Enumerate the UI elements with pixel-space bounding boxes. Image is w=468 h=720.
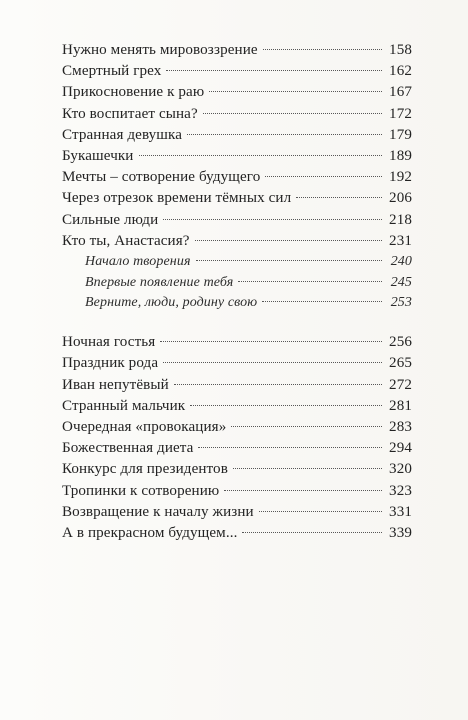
toc-entry bbox=[62, 148, 412, 169]
toc-entry-page: 158 bbox=[389, 42, 412, 58]
toc-entry-title: Странная девушка bbox=[62, 126, 183, 143]
toc-entry-title: Конкурс для президентов bbox=[62, 461, 228, 478]
toc-entry-title: Праздник рода bbox=[62, 355, 159, 372]
toc-entry bbox=[62, 169, 412, 190]
dot-leader bbox=[160, 341, 382, 342]
toc-entry bbox=[62, 377, 412, 398]
toc-subentry-title: Впервые появление тебя bbox=[85, 274, 234, 290]
toc-entry-page: 272 bbox=[389, 376, 412, 393]
toc-entry-page: 218 bbox=[389, 211, 412, 228]
toc-entry bbox=[62, 419, 412, 440]
toc-entry-page: 189 bbox=[389, 147, 412, 164]
dot-leader bbox=[166, 70, 382, 71]
dot-leader bbox=[203, 113, 382, 114]
toc-entry-title: А в прекрасном будущем... bbox=[62, 524, 238, 541]
toc-entry bbox=[62, 483, 412, 504]
toc-entry-title: Букашечки bbox=[62, 147, 134, 164]
toc-entry-title: Смертный грех bbox=[62, 63, 162, 80]
toc-subentry bbox=[62, 295, 412, 316]
toc-entry-page: 192 bbox=[389, 169, 412, 186]
toc-group-sub bbox=[62, 254, 412, 316]
toc-subentry-title: Начало творения bbox=[85, 253, 191, 269]
dot-leader bbox=[198, 447, 382, 448]
toc-entry bbox=[62, 190, 412, 211]
toc-entry-title: Через отрезок времени тёмных сил bbox=[62, 190, 292, 207]
dot-leader bbox=[259, 511, 382, 512]
dot-leader bbox=[163, 219, 382, 220]
toc-entry bbox=[62, 212, 412, 233]
toc-entry bbox=[62, 63, 412, 84]
dot-leader bbox=[296, 197, 382, 198]
toc-subentry-page: 253 bbox=[390, 295, 412, 311]
toc-entry-title: Прикосновение к раю bbox=[62, 84, 205, 101]
toc-entry-title: Возвращение к началу жизни bbox=[62, 503, 254, 520]
toc-entry bbox=[62, 127, 412, 148]
toc-entry-page: 294 bbox=[389, 440, 412, 457]
toc-entry-title: Тропинки к сотворению bbox=[62, 482, 220, 499]
toc-entry-title: Очередная «провокация» bbox=[62, 419, 227, 436]
toc-entry-title: Кто ты, Анастасия? bbox=[62, 232, 190, 249]
toc-entry-title: Иван непутёвый bbox=[62, 376, 169, 393]
toc-subentry-title: Верните, люди, родину свою bbox=[85, 295, 258, 311]
toc-group-tail bbox=[62, 334, 412, 546]
toc-entry-page: 320 bbox=[389, 461, 412, 478]
toc-entry-title: Божественная диета bbox=[62, 440, 194, 457]
dot-leader bbox=[195, 240, 382, 241]
show-through-text bbox=[251, 559, 452, 711]
toc-entry-title: Странный мальчик bbox=[62, 397, 186, 414]
toc-entry bbox=[62, 525, 412, 546]
toc-entry-title: Кто воспитает сына? bbox=[62, 105, 198, 122]
toc-subentry-page: 245 bbox=[390, 274, 412, 290]
toc-entry-title: Мечты – сотворение будущего bbox=[62, 169, 261, 186]
dot-leader bbox=[196, 260, 382, 261]
dot-leader bbox=[187, 134, 382, 135]
dot-leader bbox=[174, 384, 382, 385]
dot-leader bbox=[233, 468, 382, 469]
toc-entry bbox=[62, 355, 412, 376]
toc-subentry bbox=[62, 254, 412, 275]
toc-subentry-page: 240 bbox=[390, 253, 412, 269]
toc-entry-page: 281 bbox=[389, 397, 412, 414]
dot-leader bbox=[265, 176, 382, 177]
toc-entry-page: 323 bbox=[389, 482, 412, 499]
toc-entry-title: Сильные люди bbox=[62, 211, 159, 228]
toc-entry bbox=[62, 84, 412, 105]
toc-subentry bbox=[62, 275, 412, 296]
dot-leader bbox=[238, 281, 382, 282]
toc-entry-title: Ночная гостья bbox=[62, 334, 156, 351]
dot-leader bbox=[262, 301, 382, 302]
dot-leader bbox=[231, 426, 382, 427]
toc-entry bbox=[62, 334, 412, 355]
toc-entry-page: 339 bbox=[389, 524, 412, 541]
toc-entry-page: 265 bbox=[389, 355, 412, 372]
toc-entry bbox=[62, 233, 412, 254]
toc-entry-page: 172 bbox=[389, 105, 412, 122]
table-of-contents bbox=[62, 42, 412, 546]
toc-entry-page: 167 bbox=[389, 84, 412, 101]
toc-entry bbox=[62, 461, 412, 482]
toc-entry-page: 283 bbox=[389, 419, 412, 436]
toc-entry-page: 206 bbox=[389, 190, 412, 207]
toc-entry-page: 179 bbox=[389, 126, 412, 143]
toc-spacing bbox=[62, 316, 412, 334]
toc-entry-page: 231 bbox=[389, 232, 412, 249]
dot-leader bbox=[224, 490, 382, 491]
dot-leader bbox=[190, 405, 382, 406]
toc-entry-title: Нужно менять мировоззрение bbox=[62, 42, 258, 58]
toc-entry-page: 256 bbox=[389, 334, 412, 351]
toc-entry-page: 331 bbox=[389, 503, 412, 520]
toc-entry bbox=[62, 106, 412, 127]
dot-leader bbox=[263, 49, 382, 50]
toc-entry bbox=[62, 504, 412, 525]
toc-group-main bbox=[62, 42, 412, 254]
toc-entry bbox=[62, 440, 412, 461]
toc-entry-page: 162 bbox=[389, 63, 412, 80]
toc-entry bbox=[62, 42, 412, 63]
toc-entry bbox=[62, 398, 412, 419]
dot-leader bbox=[242, 532, 382, 533]
dot-leader bbox=[163, 362, 382, 363]
dot-leader bbox=[209, 91, 382, 92]
dot-leader bbox=[139, 155, 383, 156]
